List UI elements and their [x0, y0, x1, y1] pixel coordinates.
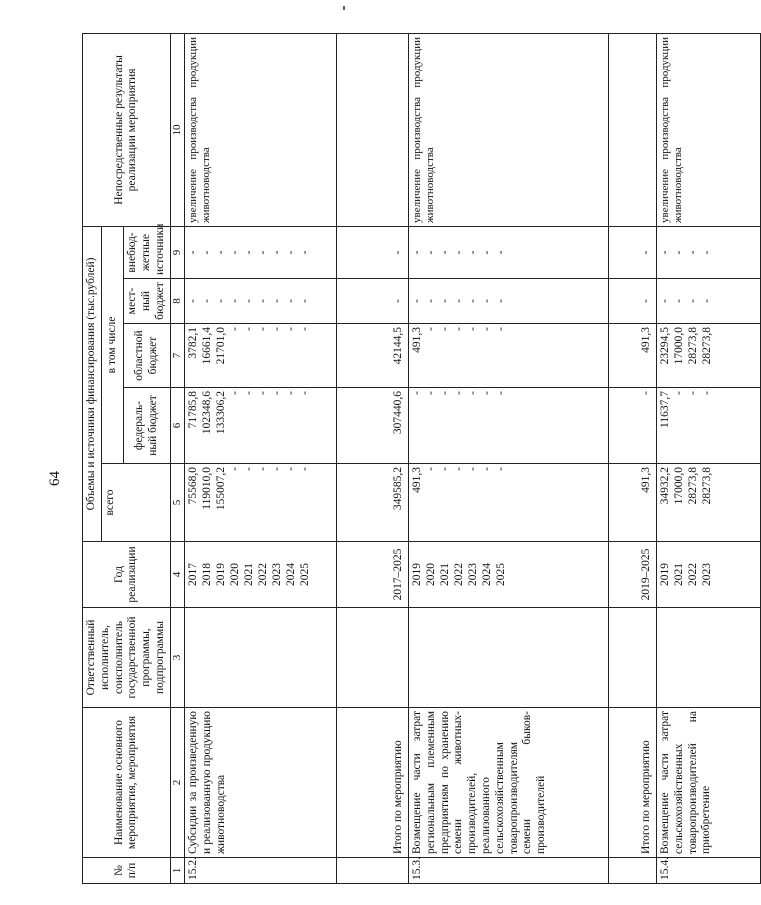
federal-cell [608, 388, 656, 464]
header-regional: областной бюджет [124, 324, 170, 388]
responsible-executor [656, 608, 760, 708]
row-number: 15.2. [184, 858, 336, 884]
regional-value: - [256, 327, 269, 331]
local-value: - [214, 299, 227, 303]
local-value: - [480, 299, 493, 303]
regional-value: 28273,8 [700, 327, 713, 365]
federal-value: - [639, 391, 652, 395]
local-value: - [700, 299, 713, 303]
extrabudget-value: - [228, 250, 241, 255]
extrabudget-value: - [284, 250, 297, 255]
federal-value: - [284, 391, 297, 395]
total-cell [184, 464, 336, 542]
local-value: - [228, 299, 241, 303]
column-number: 6 [170, 388, 184, 464]
local-value: - [284, 299, 297, 303]
local-cell [408, 279, 608, 324]
federal-cell [336, 388, 408, 464]
responsible-executor [408, 608, 608, 708]
extrabudget-value: - [242, 250, 255, 255]
extrabudget-cell [656, 226, 760, 278]
federal-value: - [424, 391, 437, 395]
extrabudget-value: - [410, 250, 423, 255]
total-value: - [466, 467, 479, 471]
activity-name: Итого по мероприятию [608, 708, 656, 858]
column-number: 5 [170, 464, 184, 542]
year-value: 2023 [466, 563, 479, 586]
regional-value: 21701,0 [214, 327, 227, 365]
regional-value: - [480, 327, 493, 331]
summary-row [336, 33, 408, 883]
regional-value: - [284, 327, 297, 331]
total-value: 34932,2 [658, 467, 671, 505]
regional-value: 23294,5 [658, 327, 671, 365]
total-value: - [452, 467, 465, 471]
funding-table [82, 33, 761, 884]
year-cell [656, 542, 760, 608]
extrabudget-cell [184, 226, 336, 278]
local-value: - [270, 299, 283, 303]
federal-value: 71785,8 [186, 391, 199, 429]
regional-value: - [438, 327, 451, 331]
column-number: 2 [170, 708, 184, 858]
local-value: - [424, 299, 437, 303]
activity-name: Возмещение части затрат региональным племенным предприятиям по хранению семени животных-производителей, реализованного сельскохозяйственным товаропроизводителям семени быков-производителей [408, 708, 608, 858]
responsible-executor [608, 608, 656, 708]
federal-cell [408, 388, 608, 464]
page-number: 64 [47, 471, 63, 486]
total-value: 28273,8 [700, 467, 713, 505]
year-value: 2018 [200, 563, 213, 586]
federal-value: - [480, 391, 493, 395]
row-number [608, 858, 656, 884]
total-value: - [228, 467, 241, 471]
total-value: 119010,0 [200, 467, 213, 510]
extrabudget-value: - [186, 250, 199, 255]
header-federal: федераль-ный бюджет [124, 388, 170, 464]
column-number: 1 [170, 858, 184, 884]
year-value: 2022 [686, 563, 699, 586]
rotated-table-container [82, 34, 713, 884]
federal-value: - [270, 391, 283, 395]
year-value: 2022 [452, 563, 465, 586]
total-cell [336, 464, 408, 542]
local-value: - [200, 299, 213, 303]
federal-value: - [256, 391, 269, 395]
year-value: 2025 [298, 563, 311, 586]
column-number: 4 [170, 542, 184, 608]
local-value: - [186, 299, 199, 303]
regional-cell [656, 324, 760, 388]
federal-value: - [672, 391, 685, 395]
local-value: - [391, 299, 404, 303]
row-number: 15.3. [408, 858, 608, 884]
regional-value: - [452, 327, 465, 331]
activity-name: Субсидии за произведенную и реализованную продукцию животноводства [184, 708, 336, 858]
regional-value: - [270, 327, 283, 331]
total-value: - [494, 467, 507, 471]
local-value: - [658, 299, 671, 303]
year-value: 2024 [284, 563, 297, 586]
result-cell: увеличение производства продукции животноводства [408, 33, 608, 226]
activity-name: Возмещение части затрат сельскохозяйственных товаропроизводителей на приобретение [656, 708, 760, 858]
extrabudget-value: - [494, 250, 507, 255]
header-no: № п/п [83, 858, 171, 884]
regional-value: - [424, 327, 437, 331]
year-value: 2019–2025 [639, 548, 652, 601]
regional-value: 3782,1 [186, 327, 199, 359]
local-value: - [639, 299, 652, 303]
column-number: 7 [170, 324, 184, 388]
regional-cell [336, 324, 408, 388]
extrabudget-value: - [256, 250, 269, 255]
total-value: - [242, 467, 255, 471]
extrabudget-cell [336, 226, 408, 278]
federal-cell [184, 388, 336, 464]
header-result: Непосредственные результаты реализации мероприятия [83, 33, 171, 226]
regional-value: - [298, 327, 311, 331]
extrabudget-value: - [672, 250, 685, 255]
header-executor: Ответственный исполнитель, соисполнитель государственной программы, подпрограммы [83, 608, 171, 708]
regional-cell [408, 324, 608, 388]
responsible-executor [184, 608, 336, 708]
extrabudget-value: - [686, 250, 699, 255]
total-value: 349585,2 [391, 467, 404, 511]
extrabudget-value: - [200, 250, 213, 255]
year-value: 2025 [494, 563, 507, 586]
federal-value: - [466, 391, 479, 395]
table-body [184, 33, 760, 883]
local-value: - [438, 299, 451, 303]
local-cell [184, 279, 336, 324]
total-value: - [298, 467, 311, 471]
extrabudget-value: - [214, 250, 227, 255]
column-number: 9 [170, 226, 184, 278]
extrabudget-value: - [270, 250, 283, 255]
table-row [184, 33, 336, 883]
header-local: мест-ный бюджет [124, 279, 170, 324]
federal-value: - [686, 391, 699, 395]
extrabudget-cell [608, 226, 656, 278]
summary-row [608, 33, 656, 883]
column-number: 8 [170, 279, 184, 324]
regional-value: 28273,8 [686, 327, 699, 365]
year-value: 2021 [672, 563, 685, 586]
total-value: 28273,8 [686, 467, 699, 505]
year-value: 2021 [242, 563, 255, 586]
extrabudget-cell [408, 226, 608, 278]
federal-value: - [438, 391, 451, 395]
federal-cell [656, 388, 760, 464]
local-cell [336, 279, 408, 324]
local-value: - [256, 299, 269, 303]
year-value: 2019 [658, 563, 671, 586]
activity-name: Итого по мероприятию [336, 708, 408, 858]
federal-value: 133306,2 [214, 391, 227, 435]
federal-value: 102348,6 [200, 391, 213, 435]
total-value: - [270, 467, 283, 471]
result-cell [336, 33, 408, 226]
result-cell: увеличение производства продукции животноводства [184, 33, 336, 226]
extrabudget-value: - [424, 250, 437, 255]
year-cell [608, 542, 656, 608]
federal-value: - [452, 391, 465, 395]
extrabudget-value: - [480, 250, 493, 255]
regional-value: 16661,4 [200, 327, 213, 365]
regional-value: - [466, 327, 479, 331]
total-value: - [438, 467, 451, 471]
column-number: 3 [170, 608, 184, 708]
row-number [336, 858, 408, 884]
year-cell [336, 542, 408, 608]
total-cell [608, 464, 656, 542]
regional-value: - [242, 327, 255, 331]
year-value: 2023 [700, 563, 713, 586]
regional-value: 42144,5 [391, 327, 404, 365]
result-cell [608, 33, 656, 226]
federal-value: - [242, 391, 255, 395]
total-value: - [424, 467, 437, 471]
column-number-row [170, 33, 184, 883]
regional-value: - [228, 327, 241, 331]
table-row [408, 33, 608, 883]
extrabudget-value: - [452, 250, 465, 255]
federal-value: - [228, 391, 241, 395]
year-value: 2017 [186, 563, 199, 586]
total-value: 17000,0 [672, 467, 685, 505]
year-cell [408, 542, 608, 608]
year-value: 2024 [480, 563, 493, 586]
total-value: 75568,0 [186, 467, 199, 505]
regional-value: 491,3 [410, 327, 423, 353]
extrabudget-value: - [700, 250, 713, 255]
local-value: - [466, 299, 479, 303]
federal-value: - [410, 391, 423, 395]
total-value: 155007,2 [214, 467, 227, 511]
regional-value: 17000,0 [672, 327, 685, 365]
local-value: - [242, 299, 255, 303]
federal-value: 307440,6 [391, 391, 404, 435]
header-extrabudget: внебюд-жетные источники [124, 226, 170, 278]
total-value: - [284, 467, 297, 471]
responsible-executor [336, 608, 408, 708]
table-row [656, 33, 760, 883]
local-cell [608, 279, 656, 324]
local-value: - [452, 299, 465, 303]
total-value: 491,3 [410, 467, 423, 493]
local-cell [656, 279, 760, 324]
year-value: 2020 [424, 563, 437, 586]
federal-value: - [700, 391, 713, 395]
header-funding: Объемы и источники финансирования (тыс.рублей) [83, 226, 102, 541]
total-value: - [480, 467, 493, 471]
year-value: 2019 [214, 563, 227, 586]
regional-value: 491,3 [639, 327, 652, 353]
total-cell [656, 464, 760, 542]
year-value: 2023 [270, 563, 283, 586]
year-value: 2022 [256, 563, 269, 586]
local-value: - [686, 299, 699, 303]
federal-value: 11637,7 [658, 391, 671, 428]
year-value: 2020 [228, 563, 241, 586]
total-value: - [256, 467, 269, 471]
federal-value: - [298, 391, 311, 395]
year-value: 2019 [410, 563, 423, 586]
total-value: 491,3 [639, 467, 652, 493]
extrabudget-value: - [438, 250, 451, 255]
extrabudget-value: - [639, 250, 652, 255]
local-value: - [672, 299, 685, 303]
local-value: - [298, 299, 311, 303]
year-value: 2017–2025 [391, 548, 404, 601]
year-cell [184, 542, 336, 608]
year-value: 2021 [438, 563, 451, 586]
regional-value: - [494, 327, 507, 331]
local-value: - [494, 299, 507, 303]
result-cell: увеличение производства продукции животноводства [656, 33, 760, 226]
column-number: 10 [170, 33, 184, 226]
regional-cell [184, 324, 336, 388]
extrabudget-value: - [466, 250, 479, 255]
header-name: Наименование основного мероприятия, мероприятия [83, 708, 171, 858]
scan-mark [343, 6, 345, 10]
total-cell [408, 464, 608, 542]
extrabudget-value: - [391, 250, 404, 255]
regional-cell [608, 324, 656, 388]
local-value: - [410, 299, 423, 303]
extrabudget-value: - [658, 250, 671, 255]
header-including: в том числе [101, 226, 124, 463]
header-total: всего [101, 464, 170, 542]
row-number: 15.4. [656, 858, 760, 884]
header-year: Год реализации [83, 542, 171, 608]
federal-value: - [494, 391, 507, 395]
extrabudget-value: - [298, 250, 311, 255]
